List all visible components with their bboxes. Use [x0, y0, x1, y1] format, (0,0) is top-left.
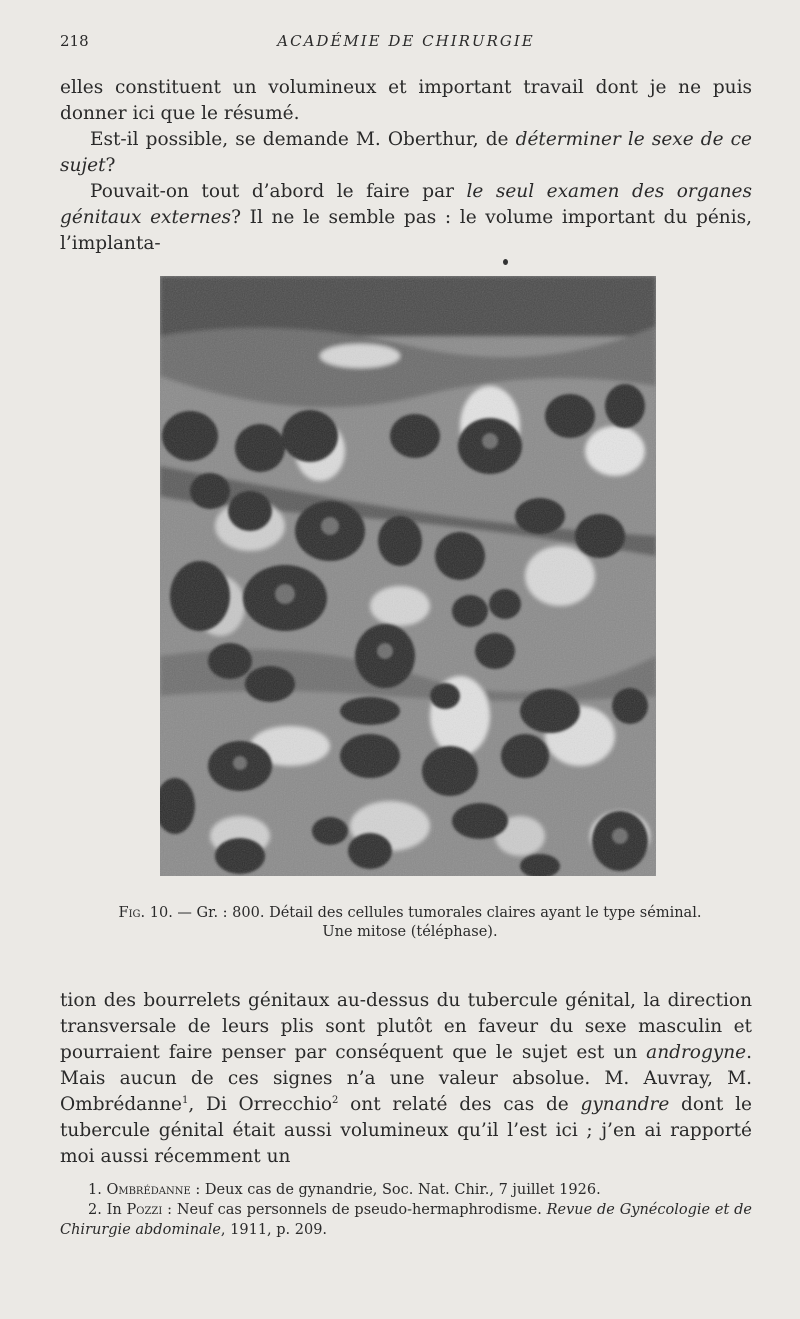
footnote-2-tail: , 1911, p. 209.	[220, 1222, 328, 1238]
figure-caption	[80, 904, 740, 942]
paragraph-4-text-a: tion des bourrelets génitaux au-dessus du tubercule génital, la direction transversale de leurs plis sont plutôt en faveur du sexe masculin et pourraient faire penser par conséquent que le sujet est un	[60, 990, 752, 1063]
micrograph-image	[160, 276, 656, 876]
paragraph-3-italic: le seul examen des organes génitaux externes	[60, 181, 752, 228]
micrograph-figure	[160, 276, 656, 876]
body-text-bottom	[60, 988, 752, 1170]
footnotes	[60, 1180, 752, 1240]
footnote-ref-2[interactable]: 2	[332, 1094, 339, 1106]
figure-label: Fig. 10.	[118, 905, 173, 921]
paragraph-4-text-e: ont relaté des cas de	[338, 1094, 581, 1115]
paragraph-2	[60, 127, 752, 179]
footnote-2	[60, 1200, 752, 1240]
footnote-1	[60, 1180, 752, 1200]
paragraph-4-italic-b: gynandre	[580, 1094, 670, 1115]
paragraph-4-italic-a: androgyne	[646, 1042, 747, 1063]
footnote-ref-1[interactable]: 1	[182, 1094, 189, 1106]
paragraph-2-end: ?	[105, 155, 116, 176]
figure-caption-line2: Une mitose (téléphase).	[322, 924, 498, 940]
paragraph-2-text: Est-il possible, se demande M. Oberthur, de	[90, 129, 516, 150]
paragraph-3	[60, 179, 752, 257]
print-mark	[503, 259, 508, 265]
footnote-1-text: : Deux cas de gynandrie, Soc. Nat. Chir., 7 juillet 1926.	[190, 1182, 601, 1198]
paragraph-4	[60, 988, 752, 1170]
paragraph-1	[60, 75, 752, 127]
paragraph-4-text-g: dont le tubercule génital était aussi volumineux qu’il l’est ici ; j’en ai rapporté moi aussi récemment un	[60, 1094, 752, 1167]
figure-caption-line1: — Gr. : 800. Détail des cellules tumorales claires ayant le type séminal.	[172, 905, 702, 921]
paragraph-2-italic: déterminer le sexe de ce sujet	[60, 129, 752, 176]
body-text-top	[60, 75, 752, 257]
footnote-2-number: 2. In	[88, 1202, 127, 1218]
footnote-2-text: : Neuf cas personnels de pseudo-hermaphrodisme.	[162, 1202, 547, 1218]
page-header	[60, 32, 752, 56]
paragraph-3-end: ? Il ne le semble pas : le volume important du pénis, l’implanta-	[60, 207, 753, 254]
footnote-1-author: Ombrédanne	[106, 1182, 191, 1198]
page-number: 218	[60, 32, 89, 50]
paragraph-4-text-d: , Di Orrecchio	[188, 1094, 333, 1115]
footnote-1-number: 1.	[88, 1182, 107, 1198]
running-title: ACADÉMIE DE CHIRURGIE	[277, 32, 535, 50]
paragraph-3-text: Pouvait-on tout d’abord le faire par	[90, 181, 467, 202]
paragraph-1-text: elles constituent un volumineux et important travail dont je ne puis donner ici que le résumé.	[60, 77, 752, 124]
footnote-2-journal: Revue de Gynécologie et de Chirurgie abdominale	[60, 1202, 752, 1238]
footnote-2-author: Pozzi	[126, 1202, 163, 1218]
paragraph-4-text-c: . Mais aucun de ces signes n’a une valeur absolue. M. Auvray, M. Ombrédanne	[60, 1042, 752, 1115]
